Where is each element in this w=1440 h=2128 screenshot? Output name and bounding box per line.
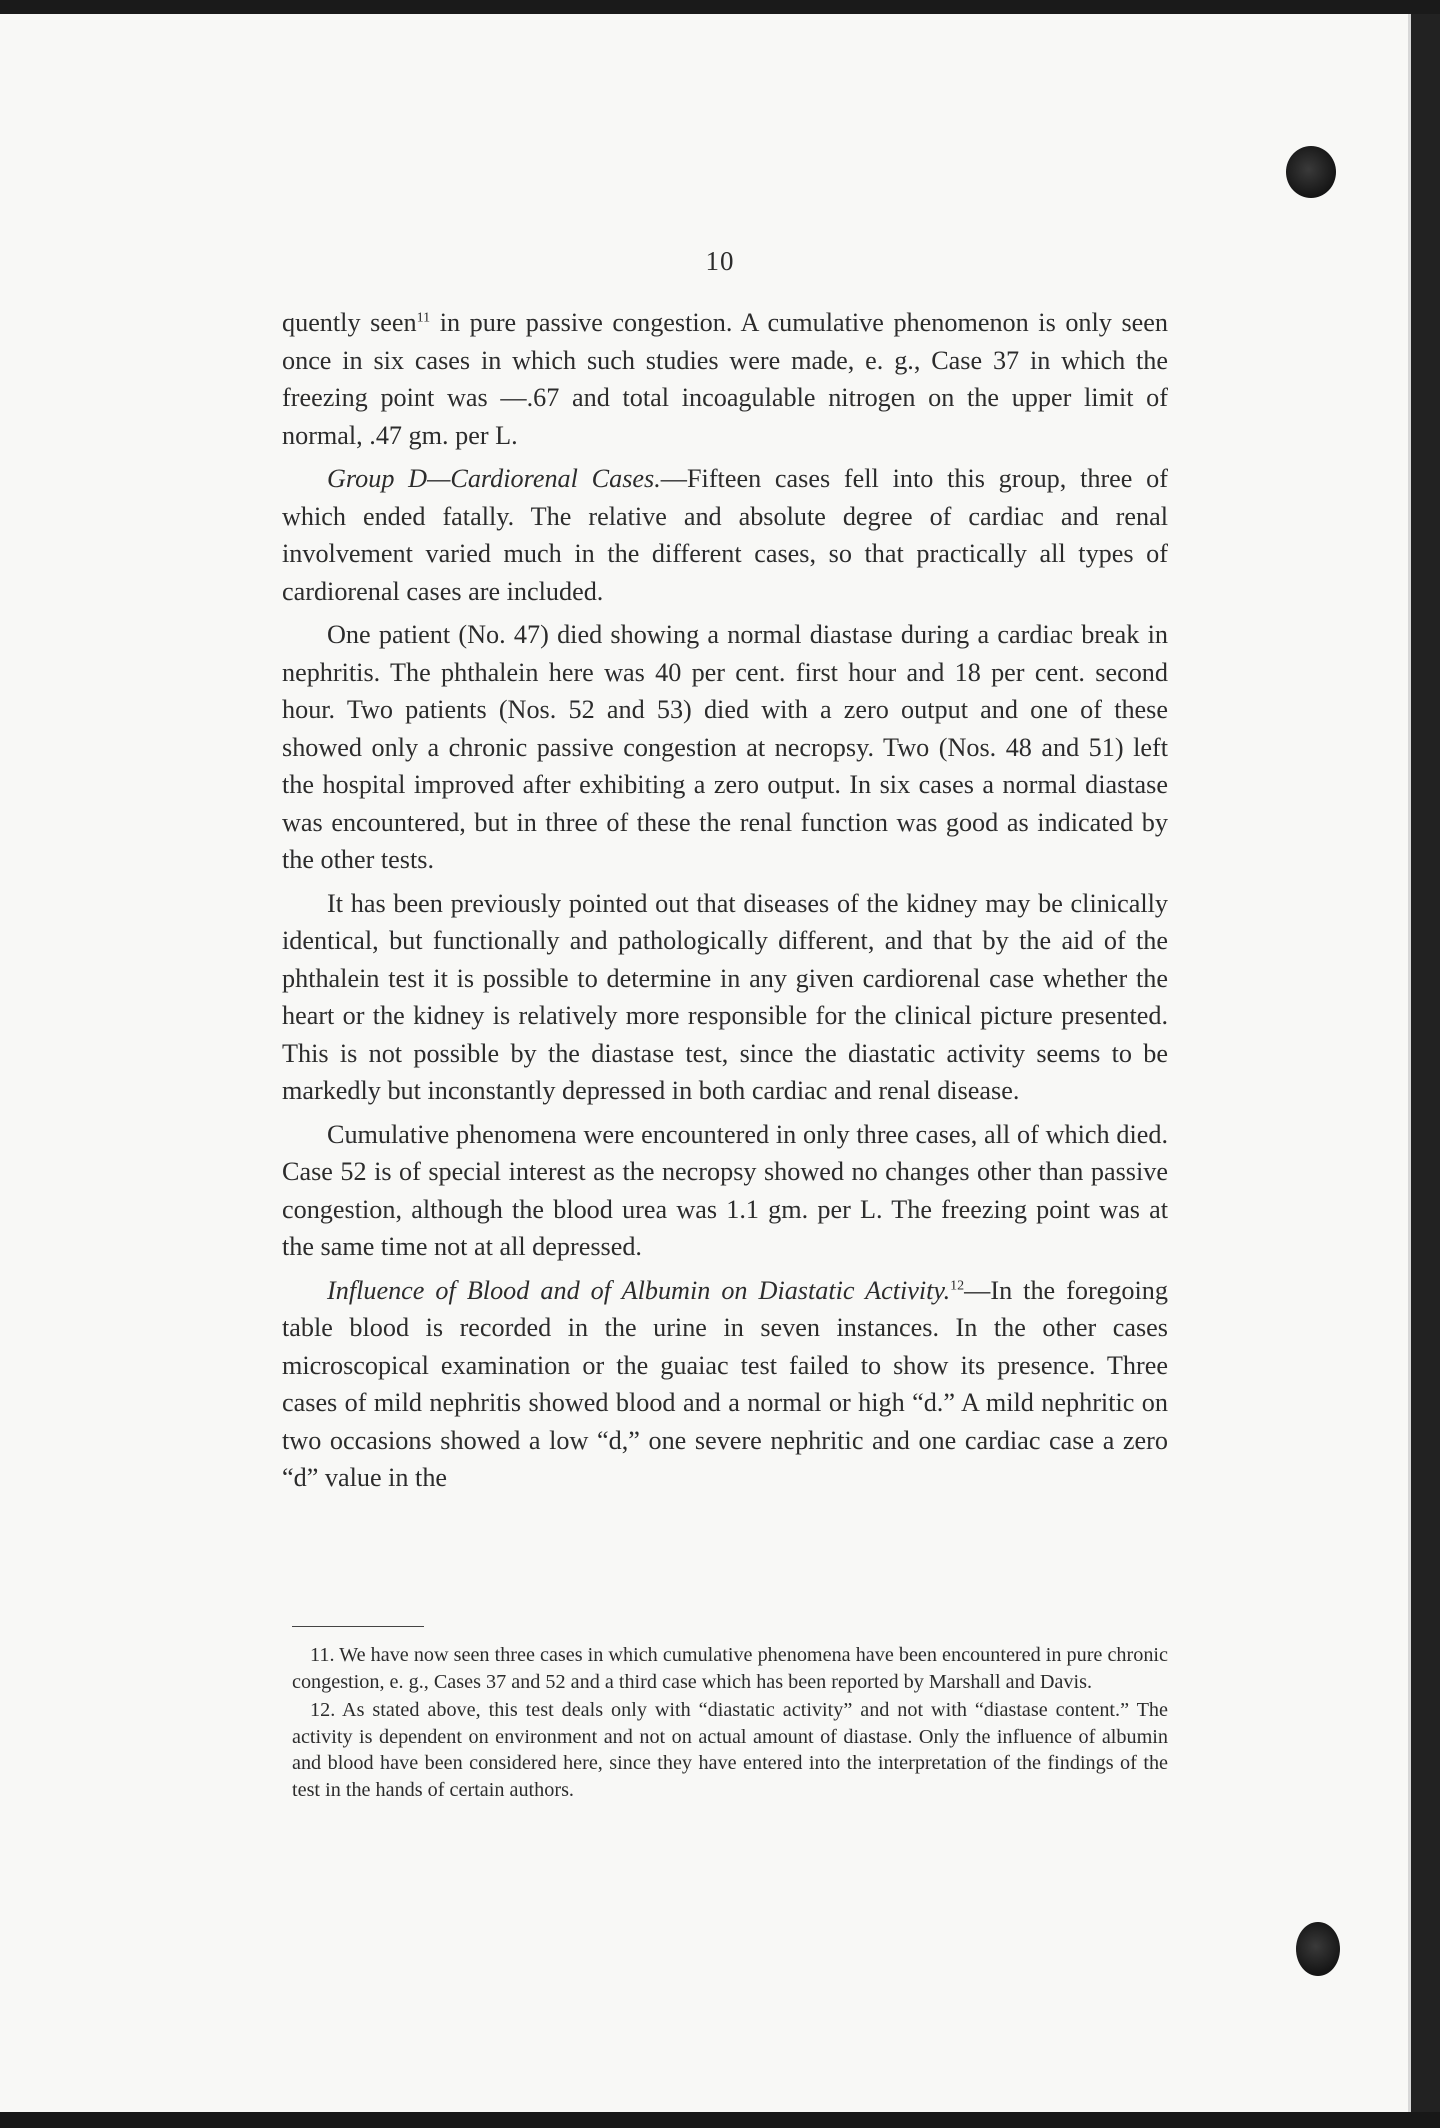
footnote-marker: 12 (950, 1277, 965, 1293)
paragraph (282, 1272, 1168, 1497)
punch-hole-bottom (1296, 1922, 1340, 1976)
text-run: —Fifteen cases fell into this group, three of which ended fatally. The relative and absolute degree of cardiac and renal involvement varied much in the different cases, so that practically all types of cardiorenal cases are included. (282, 464, 1168, 606)
body-text (282, 304, 1168, 1503)
footnote: 12. As stated above, this test deals only with “diastatic activity” and not with “diastase content.” The activity is dependent on environment and not on actual amount of diastase. Only the influence of albumin and blood have been considered here, since they have entered into the interpretation of the findings of the test in the hands of certain authors. (292, 1699, 1168, 1801)
scan-edge-right (1411, 14, 1440, 2128)
text-run: quently seen (282, 308, 417, 337)
footnote-separator (292, 1626, 424, 1627)
text-run: It has been previously pointed out that diseases of the kidney may be clinically identical, but functionally and pathologically different, and that by the aid of the phthalein test it is possible to determine in any given cardiorenal case whether the heart or the kidney is relatively more responsible for the clinical picture presented. This is not possible by the diastase test, since the diastatic activity seems to be markedly but inconstantly depressed in both cardiac and renal disease. (282, 888, 1168, 1105)
paragraph (282, 304, 1168, 454)
paragraph (282, 885, 1168, 1110)
page-number: 10 (705, 246, 735, 276)
text-run: —In the foregoing table blood is recorded in the urine in seven instances. In the other cases microscopical examination or the guaiac test failed to show its presence. Three cases of mild nephritis showed blood and a normal or high “d.” A mild nephritic on two occasions showed a low “d,” one severe nephritic and one cardiac case a zero “d” value in the (282, 1275, 1168, 1492)
text-run: in pure passive congestion. A cumulative phenomenon is only seen once in six cases in which such studies were made, e. g., Case 37 in which the freezing point was —.67 and total incoagulable nitrogen on the upper limit of normal, .47 gm. per L. (282, 308, 1168, 450)
text-run: One patient (No. 47) died showing a normal diastase during a cardiac break in nephritis. The phthalein here was 40 per cent. first hour and 18 per cent. second hour. Two patients (Nos. 52 and 53) died with a zero output and one of these showed only a chronic passive congestion at necropsy. Two (Nos. 48 and 51) left the hospital improved after exhibiting a zero output. In six cases a normal diastase was encountered, but in three of these the renal function was good as indicated by the other tests. (282, 620, 1168, 874)
text-run: Cumulative phenomena were encountered in only three cases, all of which died. Case 52 is of special interest as the necropsy showed no changes other than passive congestion, although the blood urea was 1.1 gm. per L. The freezing point was at the same time not at all depressed. (282, 1119, 1168, 1261)
scan-edge-bottom (0, 2112, 1440, 2128)
paragraph (282, 616, 1168, 879)
footnote: 11. We have now seen three cases in which cumulative phenomena have been encountered in pure chronic congestion, e. g., Cases 37 and 52 and a third case which has been reported by Marshall and Davis. (292, 1644, 1168, 1693)
section-heading: Group D—Cardiorenal Cases. (327, 464, 661, 493)
footnotes (292, 1642, 1168, 1805)
section-heading: Influence of Blood and of Albumin on Diastatic Activity. (327, 1275, 951, 1305)
paragraph (282, 460, 1168, 610)
footnote-marker: 11 (416, 310, 431, 326)
punch-hole-top (1286, 146, 1336, 198)
paragraph (282, 1116, 1168, 1266)
